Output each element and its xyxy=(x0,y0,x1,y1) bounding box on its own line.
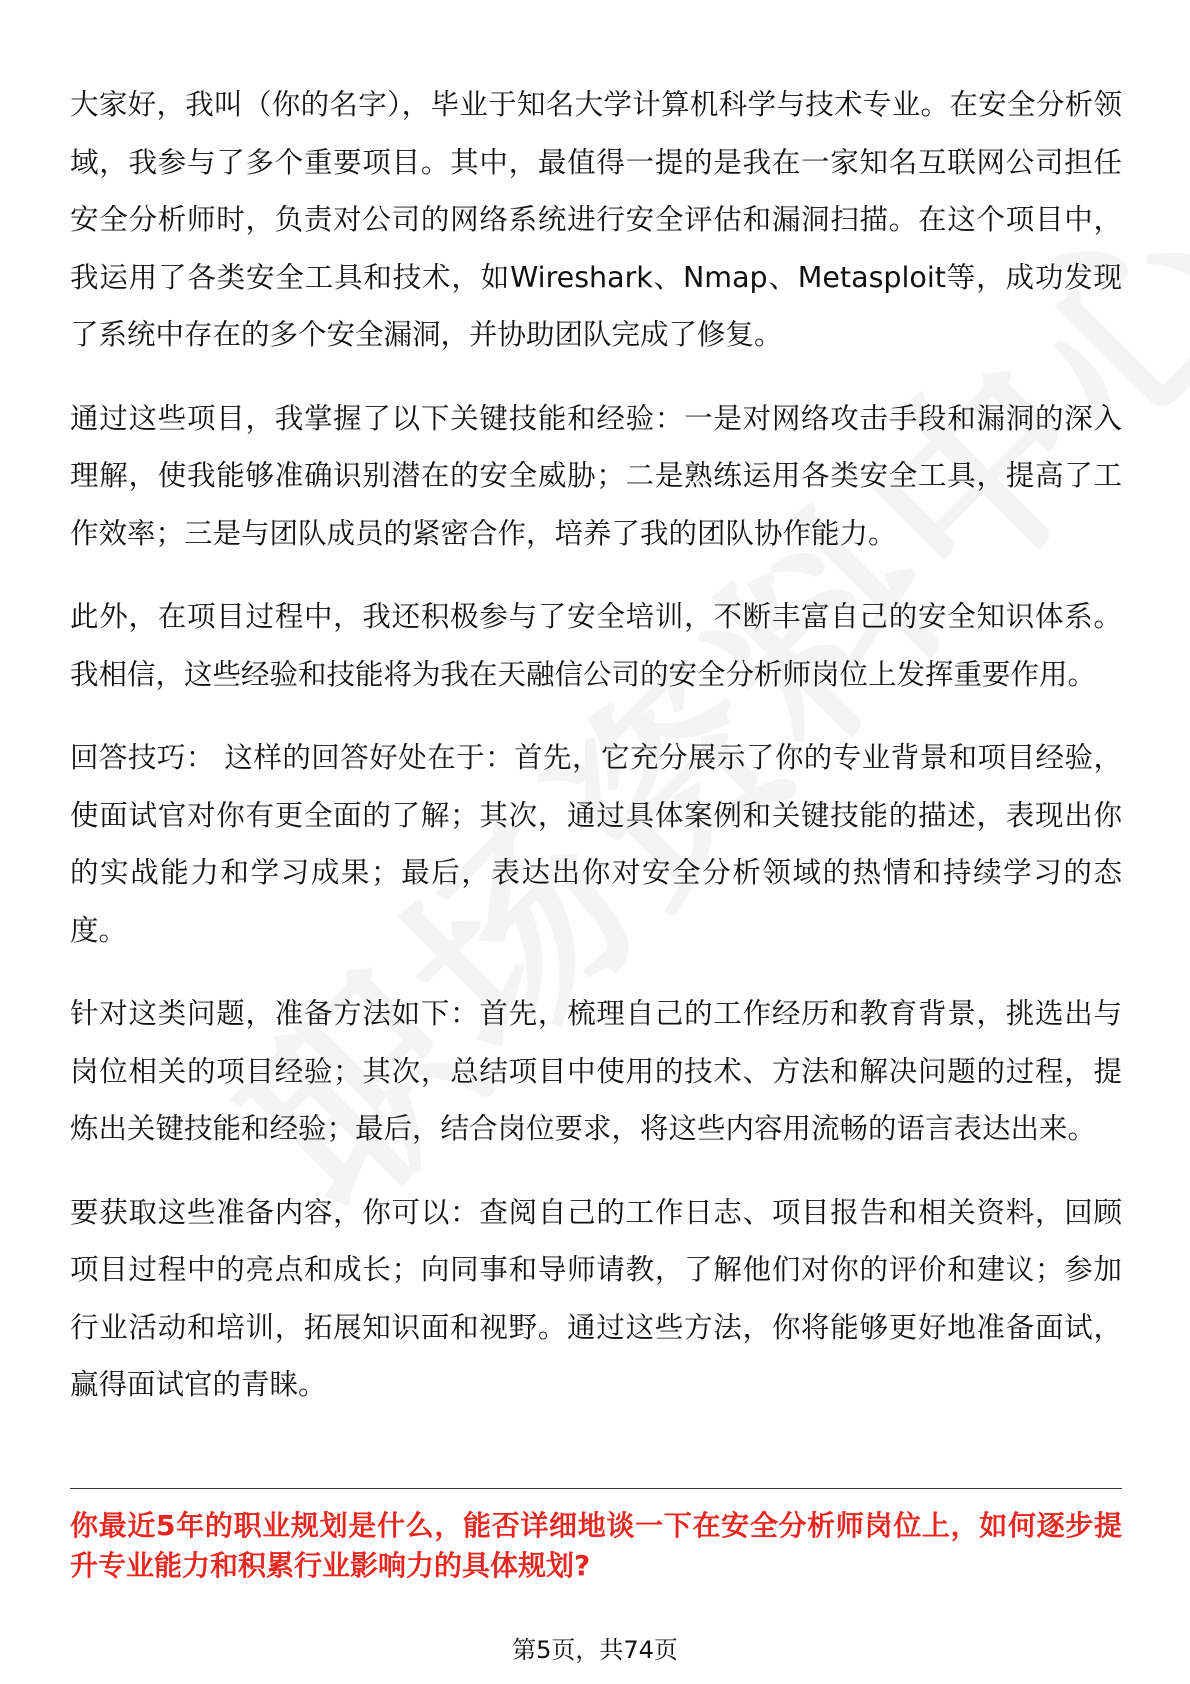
page-number: 第5页，共74页 xyxy=(512,1636,678,1664)
section-divider xyxy=(70,1488,1122,1489)
paragraph-answer-tips: 回答技巧： 这样的回答好处在于：首先，它充分展示了你的专业背景和项目经验，使面试官对你有更全面的了解；其次，通过具体案例和关键技能的描述，表现出你的实战能力和学习成果；最后，表达出你对安全分析领域的热情和持续学习的态度。 xyxy=(70,741,1122,947)
paragraph-preparation-sources: 要获取这些准备内容，你可以：查阅自己的工作日志、项目报告和相关资料，回顾项目过程中的亮点和成长；向同事和导师请教，了解他们对你的评价和建议；参加行业活动和培训，拓展知识面和视野。通过这些方法，你将能够更好地准备面试，赢得面试官的青睐。 xyxy=(70,1195,1122,1401)
interview-question: 你最近5年的职业规划是什么，能否详细地谈一下在安全分析师岗位上，如何逐步提升专业能力和积累行业影响力的具体规划? xyxy=(70,1509,1122,1582)
paragraph-training: 此外，在项目过程中，我还积极参与了安全培训，不断丰富自己的安全知识体系。我相信，这些经验和技能将为我在天融信公司的安全分析师岗位上发挥重要作用。 xyxy=(70,600,1122,691)
document-body xyxy=(70,76,1122,1440)
paragraph-key-skills: 通过这些项目，我掌握了以下关键技能和经验：一是对网络攻击手段和漏洞的深入理解，使我能够准确识别潜在的安全威胁；二是熟练运用各类安全工具，提高了工作效率；三是与团队成员的紧密合作，培养了我的团队协作能力。 xyxy=(70,401,1122,550)
paragraph-self-introduction: 大家好，我叫（你的名字），毕业于知名大学计算机科学与技术专业。在安全分析领域，我参与了多个重要项目。其中，最值得一提的是我在一家知名互联网公司担任安全分析师时，负责对公司的网络系统进行安全评估和漏洞扫描。在这个项目中，我运用了各类安全工具和技术，如Wireshark、Nmap、Metasploit等，成功发现了系统中存在的多个安全漏洞，并协助团队完成了修复。 xyxy=(70,88,1122,351)
paragraph-preparation-method: 针对这类问题，准备方法如下：首先，梳理自己的工作经历和教育背景，挑选出与岗位相关的项目经验；其次，总结项目中使用的技术、方法和解决问题的过程，提炼出关键技能和经验；最后，结合岗位要求，将这些内容用流畅的语言表达出来。 xyxy=(70,997,1122,1145)
